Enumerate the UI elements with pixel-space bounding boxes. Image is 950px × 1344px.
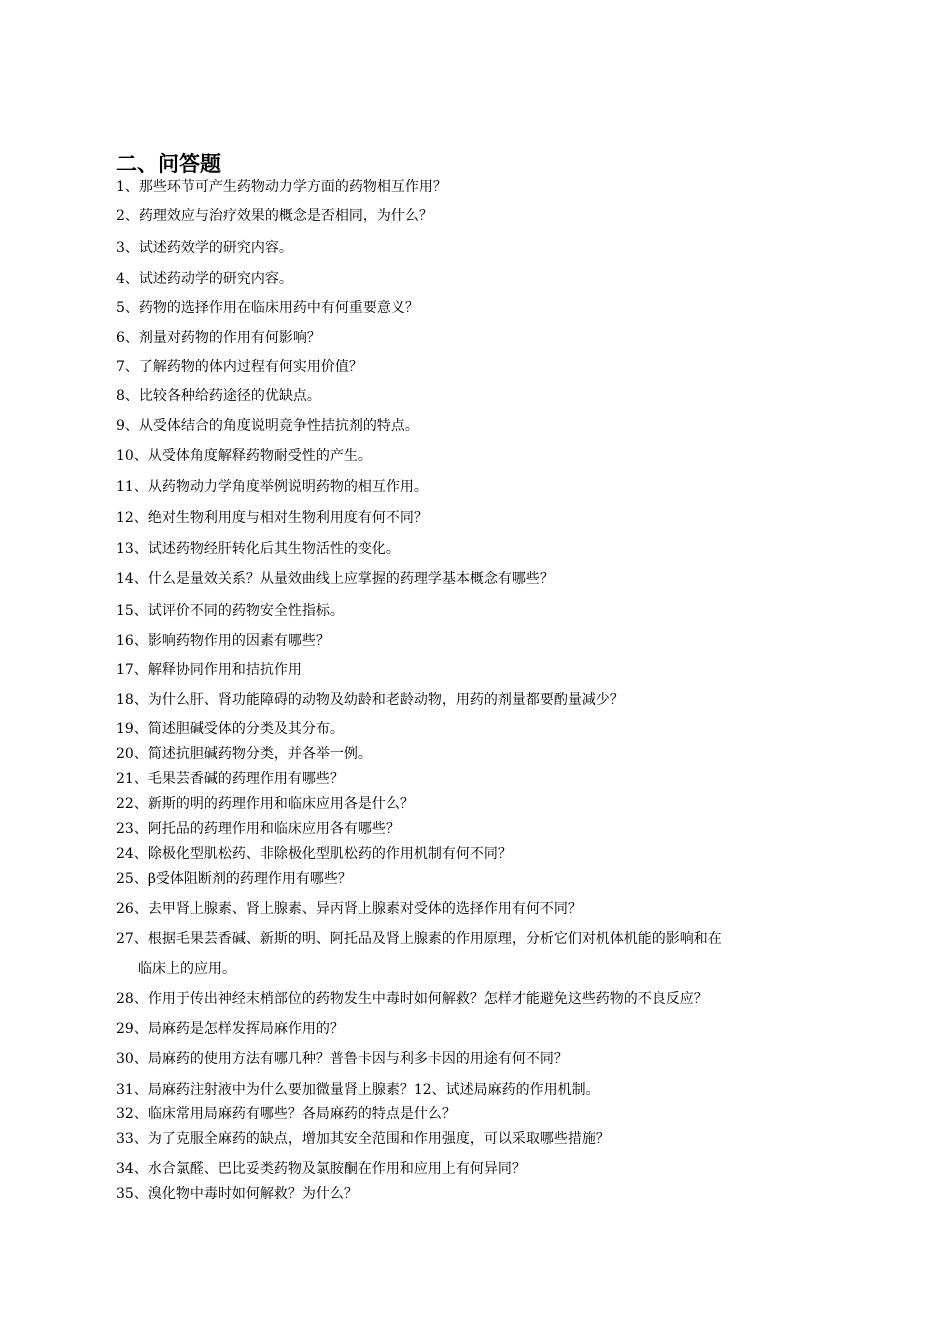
question-32: 32、临床常用局麻药有哪些？各局麻药的特点是什么？: [116, 1106, 456, 1122]
question-28: 28、作用于传出神经末梢部位的药物发生中毒时如何解救？怎样才能避免这些药物的不良反应？: [116, 991, 708, 1007]
question-12: 12、绝对生物利用度与相对生物利用度有何不同？: [116, 510, 428, 526]
question-9: 9、从受体结合的角度说明竞争性拮抗剂的特点。: [116, 418, 419, 434]
section-title: 二、问答题: [116, 152, 221, 176]
question-22: 22、新斯的明的药理作用和临床应用各是什么？: [116, 796, 414, 812]
question-1: 1、那些环节可产生药物动力学方面的药物相互作用？: [116, 179, 447, 195]
question-4: 4、试述药动学的研究内容。: [116, 271, 293, 287]
question-18: 18、为什么肝、肾功能障碍的动物及幼龄和老龄动物，用药的剂量都要酌量减少？: [116, 692, 624, 708]
question-10: 10、从受体角度解释药物耐受性的产生。: [116, 448, 372, 464]
question-23: 23、阿托品的药理作用和临床应用各有哪些？: [116, 821, 400, 837]
question-27: 27、根据毛果芸香碱、新斯的明、阿托品及肾上腺素的作用原理，分析它们对机体机能的影响和在: [116, 931, 722, 947]
question-29: 29、局麻药是怎样发挥局麻作用的？: [116, 1021, 344, 1037]
question-30: 30、局麻药的使用方法有哪几种？普鲁卡因与利多卡因的用途有何不同？: [116, 1051, 568, 1067]
question-8: 8、比较各种给药途径的优缺点。: [116, 388, 321, 404]
question-11: 11、从药物动力学角度举例说明药物的相互作用。: [116, 479, 428, 495]
question-14: 14、什么是量效关系？从量效曲线上应掌握的药理学基本概念有哪些？: [116, 571, 554, 587]
question-33: 33、为了克服全麻药的缺点，增加其安全范围和作用强度，可以采取哪些措施？: [116, 1131, 610, 1147]
question-5: 5、药物的选择作用在临床用药中有何重要意义？: [116, 300, 419, 316]
question-35: 35、溴化物中毒时如何解救？为什么？: [116, 1186, 358, 1202]
question-21: 21、毛果芸香碱的药理作用有哪些？: [116, 771, 344, 787]
question-16: 16、影响药物作用的因素有哪些？: [116, 633, 330, 649]
question-24: 24、除极化型肌松药、非除极化型肌松药的作用机制有何不同？: [116, 846, 512, 862]
question-17: 17、解释协同作用和拮抗作用: [116, 662, 302, 678]
question-15: 15、试评价不同的药物安全性指标。: [116, 603, 344, 619]
question-27-continued: 临床上的应用。: [138, 961, 236, 977]
question-20: 20、简述抗胆碱药物分类，并各举一例。: [116, 746, 372, 762]
question-25: 25、β受体阻断剂的药理作用有哪些？: [116, 871, 352, 887]
question-2: 2、药理效应与治疗效果的概念是否相同，为什么？: [116, 208, 433, 224]
question-7: 7、了解药物的体内过程有何实用价值？: [116, 359, 363, 375]
question-19: 19、简述胆碱受体的分类及其分布。: [116, 721, 344, 737]
question-31: 31、局麻药注射液中为什么要加微量肾上腺素？12、试述局麻药的作用机制。: [116, 1082, 600, 1098]
question-13: 13、试述药物经肝转化后其生物活性的变化。: [116, 541, 400, 557]
question-3: 3、试述药效学的研究内容。: [116, 240, 293, 256]
question-34: 34、水合氯醛、巴比妥类药物及氯胺酮在作用和应用上有何异同？: [116, 1161, 526, 1177]
question-6: 6、剂量对药物的作用有何影响？: [116, 330, 321, 346]
question-26: 26、去甲肾上腺素、肾上腺素、异丙肾上腺素对受体的选择作用有何不同？: [116, 901, 582, 917]
